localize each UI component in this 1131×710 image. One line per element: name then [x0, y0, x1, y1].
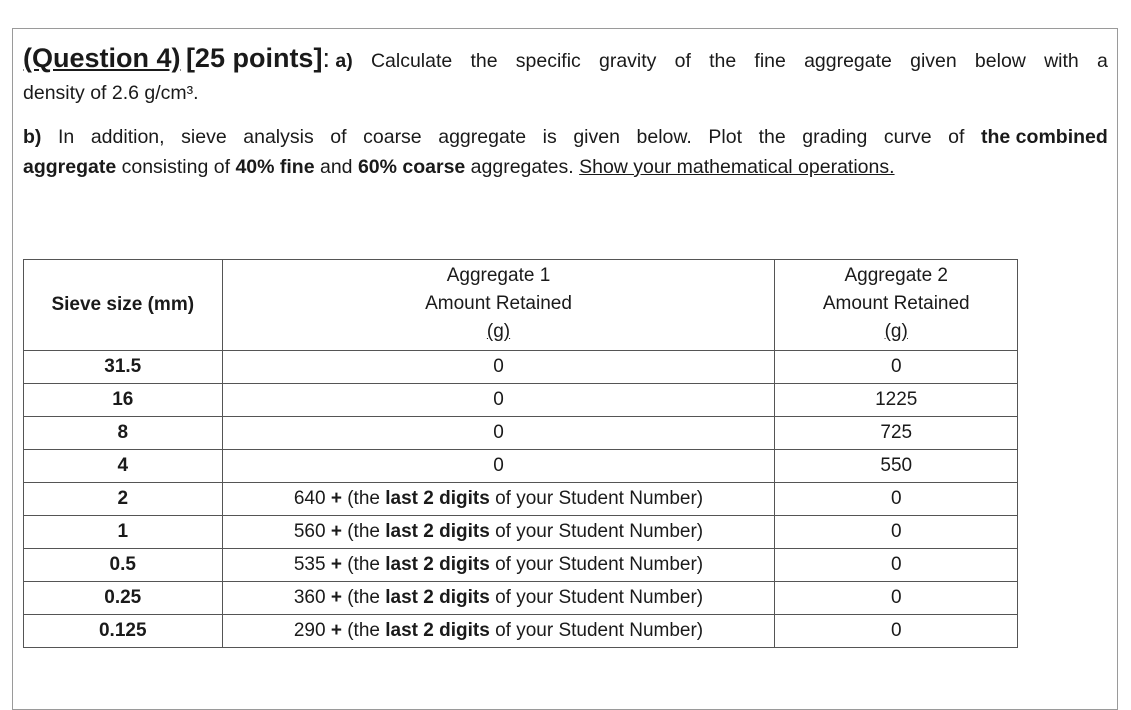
header-aggregate-1-title: Aggregate 1: [446, 265, 551, 286]
part-b-word: coarse: [363, 126, 422, 148]
part-b-word: Plot: [708, 126, 742, 148]
sieve-size-cell: 1: [24, 516, 223, 549]
header-aggregate-2: [775, 260, 1018, 351]
part-b-word: addition,: [90, 126, 165, 148]
sieve-size-cell: 0.125: [24, 615, 223, 648]
part-b-fine-share: 40% fine: [235, 156, 315, 178]
aggregate-2-cell: 550: [775, 450, 1018, 483]
formula-text: (the: [347, 488, 386, 509]
question-line-2: [23, 78, 1108, 108]
part-a-word: Calculate: [370, 50, 453, 72]
aggregate-2-cell: 0: [775, 615, 1018, 648]
part-a-label: a): [335, 50, 353, 72]
aggregate-2-cell: 0: [775, 549, 1018, 582]
header-aggregate-2-subtitle: Amount Retained: [822, 293, 970, 314]
part-b-word: is: [542, 126, 557, 148]
plus-sign: +: [330, 620, 342, 641]
question-text: [23, 41, 1108, 182]
part-b-word: analysis: [243, 126, 314, 148]
formula-text: of your Student Number): [489, 620, 704, 641]
part-a-word: aggregate: [804, 50, 892, 72]
aggregate-1-cell: [222, 516, 775, 549]
part-b-word: In: [57, 126, 75, 148]
part-a-word: a: [1096, 50, 1108, 72]
aggregate-2-cell: 1225: [775, 384, 1018, 417]
retained-base-value: 560: [293, 521, 326, 542]
part-a-word: specific: [515, 50, 581, 72]
part-b-word: sieve: [181, 126, 227, 148]
part-b-coarse-share: 60% coarse: [357, 156, 466, 178]
part-b-word: of: [948, 126, 965, 148]
part-a-word: the: [709, 50, 737, 72]
part-b-word: below.: [636, 126, 692, 148]
plus-sign: +: [330, 587, 342, 608]
retained-base-value: 360: [293, 587, 326, 608]
question-number: (Question 4): [23, 43, 181, 73]
part-b-word: aggregate: [438, 126, 527, 148]
formula-text: of your Student Number): [489, 554, 704, 575]
retained-base-value: 535: [293, 554, 326, 575]
aggregate-2-cell: 0: [775, 582, 1018, 615]
part-b-word: grading: [802, 126, 868, 148]
formula-emphasis: last 2 digits: [385, 554, 490, 575]
question-line-1: [23, 41, 1108, 78]
part-a-word: the: [470, 50, 498, 72]
part-a-word: fine: [754, 50, 786, 72]
sieve-size-cell: 2: [24, 483, 223, 516]
aggregate-2-cell: 725: [775, 417, 1018, 450]
formula-text: (the: [347, 521, 386, 542]
aggregate-2-cell: 0: [775, 516, 1018, 549]
formula-text: (the: [347, 554, 386, 575]
aggregate-2-cell: 0: [775, 351, 1018, 384]
question-line-4: [23, 152, 1108, 182]
header-aggregate-1: [222, 260, 775, 351]
table-row: [24, 450, 1018, 483]
formula-text: of your Student Number): [489, 488, 704, 509]
table-row: [24, 483, 1018, 516]
part-b-word: curve: [883, 126, 932, 148]
part-b-text: aggregates.: [465, 156, 580, 178]
part-a-word: below: [974, 50, 1026, 72]
part-b-emphasis: the combined: [981, 126, 1108, 148]
header-aggregate-1-unit: (g): [486, 321, 511, 342]
retained-base-value: 640: [293, 488, 326, 509]
part-b-text: and: [314, 156, 358, 178]
aggregate-1-cell: 0: [222, 450, 775, 483]
sieve-size-cell: 0.5: [24, 549, 223, 582]
part-b-label: b): [23, 126, 42, 148]
formula-emphasis: last 2 digits: [385, 488, 490, 509]
part-b-instruction: Show your mathematical operations.: [579, 156, 895, 178]
header-aggregate-2-title: Aggregate 2: [844, 265, 948, 286]
part-a-word: gravity: [598, 50, 657, 72]
formula-emphasis: last 2 digits: [385, 521, 490, 542]
sieve-size-cell: 31.5: [24, 351, 223, 384]
aggregate-1-cell: 0: [222, 351, 775, 384]
part-a-word: of: [674, 50, 691, 72]
part-b-word: of: [330, 126, 347, 148]
question-points: [25 points]: [185, 43, 323, 73]
formula-text: of your Student Number): [489, 521, 704, 542]
part-a-word: with: [1044, 50, 1079, 72]
table-row: [24, 351, 1018, 384]
aggregate-1-cell: [222, 615, 775, 648]
header-aggregate-1-subtitle: Amount Retained: [425, 293, 572, 314]
retained-base-value: 290: [293, 620, 326, 641]
part-a-continuation: density of 2.6 g/cm³.: [23, 82, 199, 104]
aggregate-1-cell: 0: [222, 417, 775, 450]
sieve-analysis-table: [23, 259, 1018, 648]
part-b-word: the: [758, 126, 786, 148]
aggregate-2-cell: 0: [775, 483, 1018, 516]
table-row: [24, 417, 1018, 450]
question-colon: :: [322, 43, 330, 73]
aggregate-1-cell: 0: [222, 384, 775, 417]
plus-sign: +: [330, 488, 342, 509]
table-row: [24, 549, 1018, 582]
header-aggregate-2-unit: (g): [884, 321, 908, 342]
table-header-row: [24, 260, 1018, 351]
sieve-size-cell: 0.25: [24, 582, 223, 615]
table-row: [24, 516, 1018, 549]
aggregate-1-cell: [222, 483, 775, 516]
sieve-size-cell: 16: [24, 384, 223, 417]
header-sieve-size: Sieve size (mm): [24, 260, 223, 351]
sieve-size-cell: 8: [24, 417, 223, 450]
sieve-size-cell: 4: [24, 450, 223, 483]
plus-sign: +: [330, 521, 342, 542]
aggregate-1-cell: [222, 549, 775, 582]
part-b-word: given: [573, 126, 620, 148]
formula-text: (the: [347, 587, 386, 608]
question-line-3: [23, 122, 1108, 152]
plus-sign: +: [330, 554, 342, 575]
formula-emphasis: last 2 digits: [385, 620, 490, 641]
question-lead: [23, 41, 353, 78]
formula-emphasis: last 2 digits: [385, 587, 490, 608]
formula-text: of your Student Number): [489, 587, 704, 608]
table-row: [24, 615, 1018, 648]
formula-text: (the: [347, 620, 386, 641]
table-row: [24, 384, 1018, 417]
part-a-word: given: [910, 50, 957, 72]
aggregate-1-cell: [222, 582, 775, 615]
table-row: [24, 582, 1018, 615]
part-b-text: consisting of: [116, 156, 236, 178]
part-b-aggregate: aggregate: [23, 156, 117, 178]
